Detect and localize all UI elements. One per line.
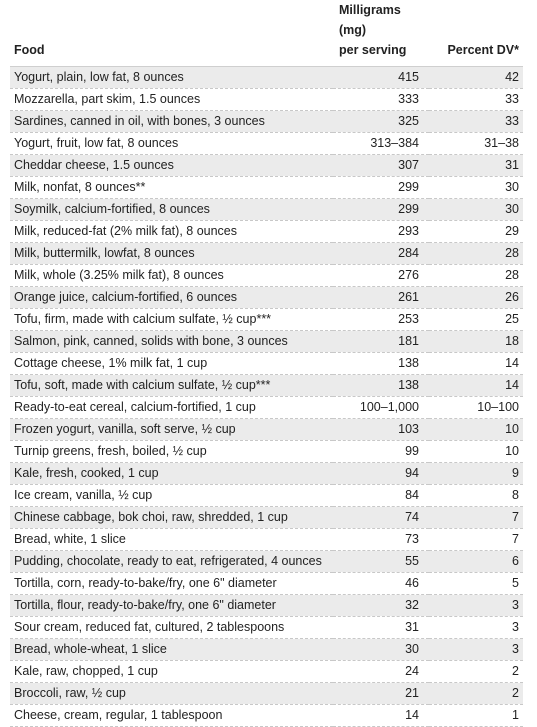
table-row	[10, 705, 523, 727]
percent-dv-cell: 2	[512, 664, 519, 678]
table-row	[10, 133, 523, 155]
percent-dv-cell: 28	[505, 268, 519, 282]
table-row	[10, 287, 523, 309]
table-row	[10, 639, 523, 661]
food-cell: Sardines, canned in oil, with bones, 3 ounces	[14, 114, 265, 128]
table-row	[10, 463, 523, 485]
food-cell: Milk, whole (3.25% milk fat), 8 ounces	[14, 268, 224, 282]
food-cell: Ready-to-eat cereal, calcium-fortified, 1 cup	[14, 400, 256, 414]
milligrams-cell: 181	[398, 334, 419, 348]
food-cell: Mozzarella, part skim, 1.5 ounces	[14, 92, 201, 106]
milligrams-cell: 313–384	[370, 136, 419, 150]
percent-dv-cell: 31	[505, 158, 519, 172]
percent-dv-cell: 30	[505, 180, 519, 194]
food-cell: Salmon, pink, canned, solids with bone, 3 ounces	[14, 334, 288, 348]
food-cell: Cottage cheese, 1% milk fat, 1 cup	[14, 356, 208, 370]
header-percent-dv: Percent DV*	[447, 43, 519, 57]
percent-dv-cell: 8	[512, 488, 519, 502]
milligrams-cell: 253	[398, 312, 419, 326]
percent-dv-cell: 42	[505, 70, 519, 84]
table-row	[10, 551, 523, 573]
percent-dv-cell: 10	[505, 444, 519, 458]
milligrams-cell: 55	[405, 554, 419, 568]
food-cell: Tofu, firm, made with calcium sulfate, ½ cup***	[14, 312, 272, 326]
milligrams-cell: 46	[405, 576, 419, 590]
table-row	[10, 199, 523, 221]
milligrams-cell: 261	[398, 290, 419, 304]
percent-dv-cell: 28	[505, 246, 519, 260]
milligrams-cell: 307	[398, 158, 419, 172]
food-cell: Milk, buttermilk, lowfat, 8 ounces	[14, 246, 195, 260]
food-cell: Kale, fresh, cooked, 1 cup	[14, 466, 159, 480]
table-row	[10, 507, 523, 529]
table-row	[10, 89, 523, 111]
food-cell: Bread, white, 1 slice	[14, 532, 126, 546]
percent-dv-cell: 3	[512, 598, 519, 612]
food-cell: Kale, raw, chopped, 1 cup	[14, 664, 158, 678]
food-cell: Bread, whole-wheat, 1 slice	[14, 642, 167, 656]
milligrams-cell: 138	[398, 356, 419, 370]
milligrams-cell: 325	[398, 114, 419, 128]
table-row	[10, 529, 523, 551]
percent-dv-cell: 10	[505, 422, 519, 436]
milligrams-cell: 84	[405, 488, 419, 502]
milligrams-cell: 299	[398, 202, 419, 216]
percent-dv-cell: 14	[505, 356, 519, 370]
table-row	[10, 265, 523, 287]
table-row	[10, 111, 523, 133]
header-row	[10, 0, 523, 67]
table-header	[10, 0, 523, 67]
table-row	[10, 221, 523, 243]
table-row	[10, 485, 523, 507]
food-cell: Sour cream, reduced fat, cultured, 2 tablespoons	[14, 620, 285, 634]
milligrams-cell: 94	[405, 466, 419, 480]
food-cell: Tortilla, corn, ready-to-bake/fry, one 6" diameter	[14, 576, 277, 590]
milligrams-cell: 293	[398, 224, 419, 238]
percent-dv-cell: 9	[512, 466, 519, 480]
food-cell: Orange juice, calcium-fortified, 6 ounces	[14, 290, 238, 304]
food-cell: Milk, nonfat, 8 ounces**	[14, 180, 146, 194]
percent-dv-cell: 33	[505, 92, 519, 106]
header-milligrams-line2: per serving	[339, 43, 407, 57]
percent-dv-cell: 14	[505, 378, 519, 392]
table-row	[10, 683, 523, 705]
food-cell: Tortilla, flour, ready-to-bake/fry, one 6" diameter	[14, 598, 276, 612]
milligrams-cell: 103	[398, 422, 419, 436]
milligrams-cell: 284	[398, 246, 419, 260]
milligrams-cell: 299	[398, 180, 419, 194]
percent-dv-cell: 30	[505, 202, 519, 216]
milligrams-cell: 31	[405, 620, 419, 634]
header-milligrams	[333, 0, 429, 67]
milligrams-cell: 24	[405, 664, 419, 678]
percent-dv-cell: 5	[512, 576, 519, 590]
milligrams-cell: 276	[398, 268, 419, 282]
food-cell: Cheddar cheese, 1.5 ounces	[14, 158, 174, 172]
percent-dv-cell: 7	[512, 532, 519, 546]
food-cell: Frozen yogurt, vanilla, soft serve, ½ cup	[14, 422, 236, 436]
table-row	[10, 661, 523, 683]
percent-dv-cell: 18	[505, 334, 519, 348]
table-row	[10, 67, 523, 89]
percent-dv-cell: 10–100	[477, 400, 519, 414]
food-cell: Soymilk, calcium-fortified, 8 ounces	[14, 202, 210, 216]
milligrams-cell: 74	[405, 510, 419, 524]
milligrams-cell: 30	[405, 642, 419, 656]
milligrams-cell: 32	[405, 598, 419, 612]
food-cell: Turnip greens, fresh, boiled, ½ cup	[14, 444, 207, 458]
table-row	[10, 595, 523, 617]
table-row	[10, 375, 523, 397]
food-cell: Broccoli, raw, ½ cup	[14, 686, 126, 700]
food-cell: Pudding, chocolate, ready to eat, refrigerated, 4 ounces	[14, 554, 322, 568]
percent-dv-cell: 7	[512, 510, 519, 524]
percent-dv-cell: 6	[512, 554, 519, 568]
food-cell: Tofu, soft, made with calcium sulfate, ½ cup***	[14, 378, 271, 392]
percent-dv-cell: 29	[505, 224, 519, 238]
percent-dv-cell: 33	[505, 114, 519, 128]
food-cell: Cheese, cream, regular, 1 tablespoon	[14, 708, 223, 722]
milligrams-cell: 415	[398, 70, 419, 84]
milligrams-cell: 138	[398, 378, 419, 392]
food-cell: Yogurt, plain, low fat, 8 ounces	[14, 70, 184, 84]
table-row	[10, 419, 523, 441]
food-cell: Ice cream, vanilla, ½ cup	[14, 488, 153, 502]
food-cell: Chinese cabbage, bok choi, raw, shredded, 1 cup	[14, 510, 288, 524]
milligrams-cell: 73	[405, 532, 419, 546]
table-row	[10, 617, 523, 639]
milligrams-cell: 333	[398, 92, 419, 106]
food-cell: Milk, reduced-fat (2% milk fat), 8 ounces	[14, 224, 237, 238]
percent-dv-cell: 26	[505, 290, 519, 304]
table-row	[10, 353, 523, 375]
table-body	[10, 67, 523, 727]
percent-dv-cell: 1	[512, 708, 519, 722]
table-row	[10, 573, 523, 595]
table-row	[10, 441, 523, 463]
percent-dv-cell: 25	[505, 312, 519, 326]
table-row	[10, 177, 523, 199]
percent-dv-cell: 3	[512, 620, 519, 634]
calcium-table	[10, 0, 523, 727]
milligrams-cell: 99	[405, 444, 419, 458]
percent-dv-cell: 2	[512, 686, 519, 700]
milligrams-cell: 14	[405, 708, 419, 722]
percent-dv-cell: 31–38	[484, 136, 519, 150]
table-row	[10, 309, 523, 331]
header-milligrams-line1: Milligrams (mg)	[339, 3, 401, 37]
table-row	[10, 397, 523, 419]
food-cell: Yogurt, fruit, low fat, 8 ounces	[14, 136, 179, 150]
milligrams-cell: 21	[405, 686, 419, 700]
header-food: Food	[14, 43, 45, 57]
table-row	[10, 243, 523, 265]
milligrams-cell: 100–1,000	[359, 400, 419, 414]
percent-dv-cell: 3	[512, 642, 519, 656]
table-row	[10, 155, 523, 177]
table-row	[10, 331, 523, 353]
